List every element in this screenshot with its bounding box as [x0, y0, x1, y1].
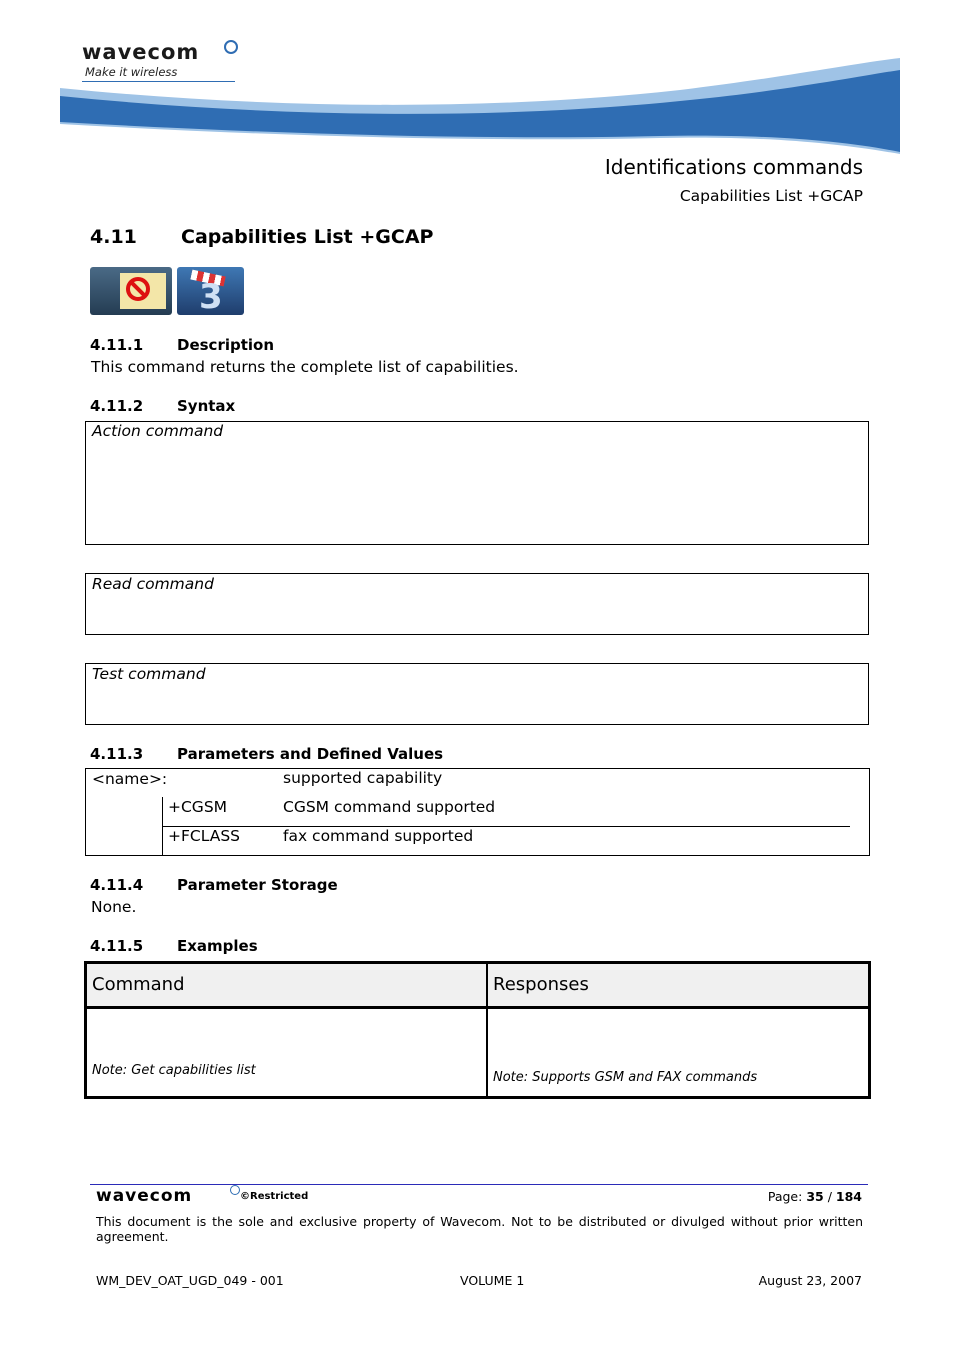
param-name-desc: supported capability [283, 769, 443, 787]
pin-required-icon [90, 267, 172, 315]
footer-rule [90, 1184, 868, 1185]
tagline: Make it wireless [85, 65, 178, 79]
description-heading: Description [177, 336, 275, 354]
doc-reference: WM_DEV_OAT_UGD_049 - 001 [96, 1273, 284, 1288]
read-command-box [85, 573, 869, 635]
examples-table [84, 961, 871, 1099]
section-title: Capabilities List +GCAP [181, 226, 434, 248]
examples-number: 4.11.5 [90, 937, 144, 955]
storage-number: 4.11.4 [90, 876, 144, 894]
document-date: August 23, 2007 [758, 1273, 862, 1288]
examples-header-row [87, 964, 868, 1009]
read-command-label: Read command [92, 575, 214, 593]
parameters-number: 4.11.3 [90, 745, 144, 763]
wavecom-logo: wavecom [82, 40, 200, 64]
test-command-label: Test command [92, 665, 206, 683]
command-note: Note: Get capabilities list [92, 1063, 256, 1078]
storage-heading: Parameter Storage [177, 876, 338, 894]
property-notice: This document is the sole and exclusive property of Wavecom. Not to be distributed or divulged without prior written agreement. [96, 1214, 863, 1244]
param-row-value: +CGSM [168, 798, 228, 816]
examples-col-responses: Responses [493, 974, 589, 995]
examples-col-divider [486, 964, 488, 1096]
page-total: 184 [835, 1189, 862, 1204]
param-name: <name>: [92, 770, 168, 788]
examples-col-command: Command [92, 974, 185, 995]
test-command-box [85, 663, 869, 725]
description-text: This command returns the complete list of capabilities. [91, 358, 519, 376]
restricted-label: ©Restricted [240, 1191, 309, 1202]
page-current: 35 [806, 1189, 824, 1204]
storage-text: None. [91, 898, 137, 916]
param-row-separator [162, 826, 850, 827]
footer-wavecom-logo: wavecom [96, 1186, 193, 1206]
param-row-desc: CGSM command supported [283, 798, 496, 816]
parameters-heading: Parameters and Defined Values [177, 745, 444, 763]
action-command-box [85, 421, 869, 545]
page-label: Page: [767, 1189, 803, 1204]
footer-logo-swirl-icon [230, 1185, 240, 1195]
sim-badge-number: 3 [199, 277, 223, 317]
action-command-label: Action command [92, 422, 224, 440]
page-separator: / [827, 1189, 832, 1204]
description-number: 4.11.1 [90, 336, 144, 354]
section-number: 4.11 [90, 226, 137, 248]
sim-badge-icon [177, 267, 244, 315]
header-wave-banner [60, 50, 900, 155]
response-note: Note: Supports GSM and FAX commands [493, 1070, 758, 1085]
chapter-title: Identifications commands [604, 155, 863, 179]
header [0, 0, 954, 215]
parameters-table [85, 768, 870, 856]
volume-label: VOLUME 1 [460, 1273, 525, 1288]
section-subtitle: Capabilities List +GCAP [679, 187, 863, 205]
param-row-desc: fax command supported [283, 827, 474, 845]
param-row-value: +FCLASS [168, 827, 240, 845]
examples-heading: Examples [177, 937, 258, 955]
page-indicator [768, 1189, 862, 1204]
syntax-heading: Syntax [177, 397, 236, 415]
syntax-number: 4.11.2 [90, 397, 144, 415]
